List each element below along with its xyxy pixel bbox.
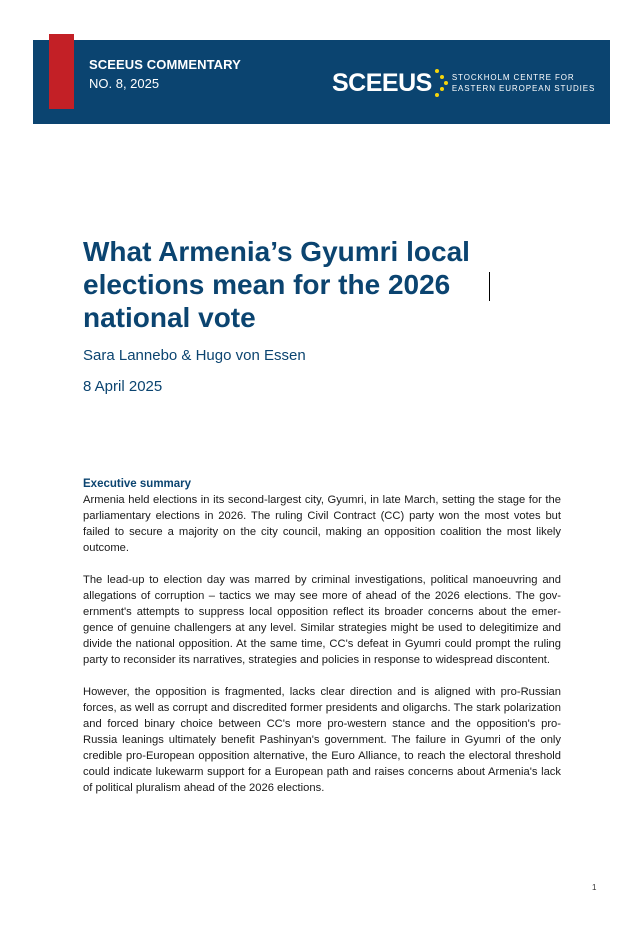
logo-dots-icon xyxy=(434,68,448,98)
executive-summary-heading: Executive summary xyxy=(83,478,192,490)
page-number: 1 xyxy=(592,883,597,892)
text-cursor xyxy=(489,272,490,301)
accent-bar xyxy=(49,34,74,109)
logo-subtitle-line1: STOCKHOLM CENTRE FOR xyxy=(451,73,575,82)
publication-date: 8 April 2025 xyxy=(83,378,163,395)
issue-number: NO. 8, 2025 xyxy=(89,76,160,91)
summary-paragraph-3: However, the opposition is fragmented, lacks clear direction and is aligned with pro-Russian forces, as well as corrupt and discredited former presidents and oligarchs. The stark polarization and forced binary choice between CC's more pro-western stance and the opposition's pro-Russia leanings ultimately benefit Pashinyan's government. The failure in Gyumri of the only credible pro-European opposition alternative, the Euro Alliance, to reach the electoral threshold could indicate lukewarm support for a European path and raises concerns about Armenia's lack of political pluralism ahead of the 2026 elections. xyxy=(83,686,561,794)
summary-paragraph-1: Armenia held elections in its second-largest city, Gyumri, in late March, setting the stage for the parliamentary elections in 2026. The ruling Civil Contract (CC) party won the most votes but failed to secure a majority on the city council, making an opposition coalition the most likely outcome. xyxy=(83,494,561,554)
logo-wordmark: SCEEUS xyxy=(332,68,432,97)
series-label: SCEEUS COMMENTARY xyxy=(89,57,241,72)
authors: Sara Lannebo & Hugo von Essen xyxy=(83,347,306,364)
summary-paragraph-2: The lead-up to election day was marred by criminal investigations, political manoeuvring and allegations of corruption – tactics we may see more of ahead of the 2026 elections. The government's attempts to suppress local opposition reflect its broader concerns about the emergence of genuine challengers at any level. Similar strategies might be used to delegitimize and divide the national opposition. At the same time, CC's defeat in Gyumri could prompt the ruling party to reconsider its narratives, strategies and policies in response to widespread discontent. xyxy=(83,574,561,666)
logo-subtitle-line2: EASTERN EUROPEAN STUDIES xyxy=(451,84,596,93)
sceeus-logo xyxy=(332,68,595,98)
document-title-text: What Armenia’s Gyumri local elections mean for the 2026 national vote xyxy=(83,236,470,333)
logo-subtitle xyxy=(452,72,595,94)
document-title xyxy=(83,235,533,334)
